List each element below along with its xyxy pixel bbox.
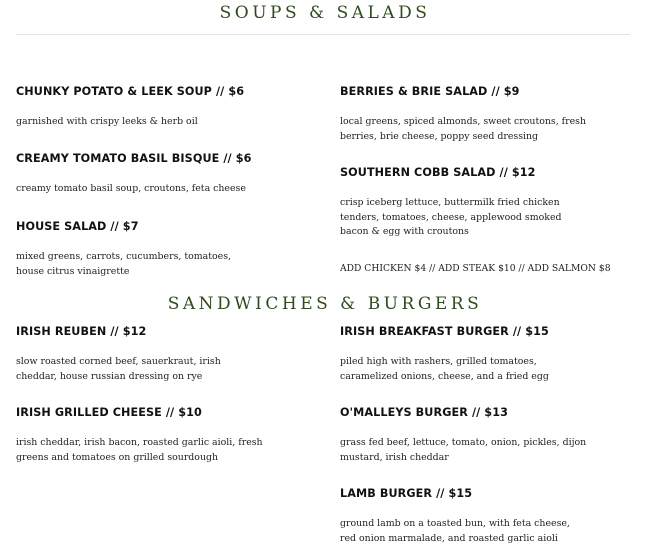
menu-item-name: HOUSE SALAD // $7 bbox=[16, 220, 139, 233]
menu-item-name: CHUNKY POTATO & LEEK SOUP // $6 bbox=[16, 85, 245, 98]
description-line: greens and tomatoes on grilled sourdough bbox=[16, 451, 219, 463]
description-line: slow roasted corned beef, sauerkraut, irish bbox=[16, 356, 221, 367]
description-line: bacon & egg with croutons bbox=[340, 226, 469, 237]
description-line: cheddar, house russian dressing on rye bbox=[16, 370, 203, 382]
description-line: irish cheddar, irish bacon, roasted garlic aioli, fresh bbox=[16, 437, 263, 448]
menu-item-description bbox=[16, 250, 231, 279]
menu-item-chunky-potato-leek-soup bbox=[16, 85, 244, 130]
sandwiches-burgers-heading: SANDWICHES & BURGERS bbox=[167, 294, 483, 314]
menu-item-creamy-tomato-basil-bisque bbox=[16, 152, 252, 197]
description-line: piled high with rashers, grilled tomatoes, bbox=[340, 356, 537, 367]
menu-item-irish-reuben bbox=[16, 325, 221, 384]
menu-item-name: SOUTHERN COBB SALAD // $12 bbox=[340, 166, 536, 179]
description-line: caramelized onions, cheese, and a fried egg bbox=[340, 370, 549, 382]
menu-item-southern-cobb-salad bbox=[340, 166, 562, 240]
description-line: tenders, tomatoes, cheese, applewood smoked bbox=[340, 211, 562, 223]
menu-item-name: BERRIES & BRIE SALAD // $9 bbox=[340, 85, 520, 98]
menu-item-name: IRISH GRILLED CHEESE // $10 bbox=[16, 406, 202, 419]
description-line: house citrus vinaigrette bbox=[16, 265, 130, 277]
menu-item-lamb-burger bbox=[340, 487, 570, 546]
menu-item-name: IRISH REUBEN // $12 bbox=[16, 325, 147, 338]
menu-item-name: IRISH BREAKFAST BURGER // $15 bbox=[340, 325, 549, 338]
menu-item-description bbox=[16, 182, 252, 197]
soups-salads-heading: SOUPS & SALADS bbox=[219, 3, 431, 23]
menu-item-omalleys-burger bbox=[340, 406, 586, 465]
description-line: local greens, spiced almonds, sweet croutons, fresh bbox=[340, 116, 587, 127]
salad-add-ons: ADD CHICKEN $4 // ADD STEAK $10 // ADD SALMON $8 bbox=[340, 263, 611, 274]
section-divider bbox=[16, 34, 630, 35]
description-line: berries, brie cheese, poppy seed dressing bbox=[340, 130, 539, 142]
description-line: mixed greens, carrots, cucumbers, tomatoes, bbox=[16, 251, 231, 262]
menu-item-name: LAMB BURGER // $15 bbox=[340, 487, 473, 500]
menu-item-description bbox=[340, 115, 586, 144]
menu-item-description bbox=[340, 517, 570, 546]
menu-item-irish-breakfast-burger bbox=[340, 325, 549, 384]
description-line: ground lamb on a toasted bun, with feta cheese, bbox=[340, 518, 570, 529]
description-line: garnished with crispy leeks & herb oil bbox=[16, 116, 198, 127]
menu-item-description bbox=[340, 436, 586, 465]
menu-item-description bbox=[16, 355, 221, 384]
menu-item-name: CREAMY TOMATO BASIL BISQUE // $6 bbox=[16, 152, 252, 165]
description-line: grass fed beef, lettuce, tomato, onion, pickles, dijon bbox=[340, 437, 587, 448]
menu-item-irish-grilled-cheese bbox=[16, 406, 263, 465]
menu-item-house-salad bbox=[16, 220, 231, 279]
description-line: red onion marmalade, and roasted garlic aioli bbox=[340, 532, 558, 544]
menu-item-description bbox=[16, 115, 244, 130]
menu-item-berries-brie-salad bbox=[340, 85, 586, 144]
menu-item-name: O'MALLEYS BURGER // $13 bbox=[340, 406, 508, 419]
description-line: creamy tomato basil soup, croutons, feta cheese bbox=[16, 183, 246, 194]
menu-item-description bbox=[340, 355, 549, 384]
menu-item-description bbox=[16, 436, 263, 465]
menu-item-description bbox=[340, 196, 562, 240]
description-line: mustard, irish cheddar bbox=[340, 451, 449, 463]
description-line: crisp iceberg lettuce, buttermilk fried chicken bbox=[340, 197, 560, 208]
